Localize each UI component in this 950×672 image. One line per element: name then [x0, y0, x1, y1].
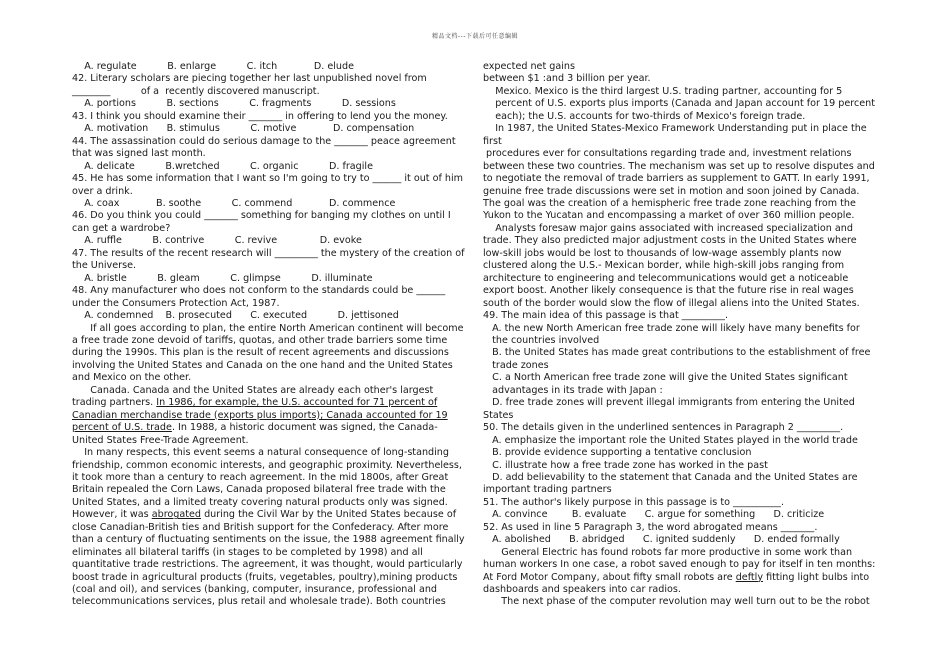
q50-option-a: A. emphasize the important role the United States played in the world trade — [483, 434, 858, 446]
passage-line: involving the United States and Canada on the one hand and the United States — [72, 359, 453, 371]
passage-line: each); the U.S. accounts for two-thirds of Mexico's foreign trade. — [483, 110, 806, 122]
q45-options: A. coax B. soothe C. commend D. commence — [72, 197, 396, 209]
q42-stem-line-2: ________ of a recently discovered manuscript. — [72, 85, 320, 97]
passage-line: Analysts foresaw major gains associated with increased specialization and — [483, 222, 853, 234]
underlined-word-abrogated: abrogated — [151, 509, 202, 521]
passage-line-with-underline — [72, 509, 467, 521]
q42-stem-line-1: 42. Literary scholars are piecing together her last unpublished novel from — [72, 73, 427, 85]
underlined-word-deftly: deftly — [735, 571, 764, 583]
q47-stem-line-1: 47. The results of the recent research will _________ the mystery of the creation of — [72, 247, 465, 259]
passage-line: The goal was the creation of a hemispheric free trade zone reaching from the — [483, 197, 856, 209]
q48-stem-line-2: under the Consumers Protection Act, 1987. — [72, 297, 280, 309]
passage-line: In many respects, this event seems a natural consequence of long-standing — [72, 447, 449, 459]
q49-option-a: A. the new North American free trade zone will likely have many benefits for — [483, 322, 860, 334]
passage-line: human workers In one case, a robot saved enough to pay for itself in ten months: — [483, 559, 876, 571]
q49-option-c-cont: advantages in its trade with Japan : — [483, 384, 663, 396]
passage-line: during the 1990s. This plan is the result of recent agreements and discussions — [72, 347, 449, 359]
q52-stem: 52. As used in line 5 Paragraph 3, the word abrogated means _______. — [483, 521, 818, 533]
passage-line: low-skill jobs would be lost to thousands of low-wage assembly plants now — [483, 247, 842, 259]
q46-options: A. ruffle B. contrive C. revive D. evoke — [72, 235, 362, 247]
underlined-sentence: percent of U.S. trade — [72, 422, 172, 434]
q41-options: A. regulate B. enlarge C. itch D. elude — [72, 61, 354, 72]
q49-option-c: C. a North American free trade zone will give the United States significant — [483, 372, 848, 384]
passage-line: first — [483, 135, 502, 147]
q46-stem-line-2: can get a wardrobe? — [72, 222, 171, 234]
passage-line: export boost. Another likely consequence is that the future rise in real wages — [483, 285, 854, 297]
passage-line: (coal and oil), and services (banking, computer, insurance, professional and — [72, 584, 438, 596]
passage-line: telecommunications services, plus retail and wholesale trade). Both countries — [72, 596, 446, 608]
q50-option-d-cont: important trading partners — [483, 484, 612, 496]
passage-line: Canada. Canada and the United States are already each other's largest — [72, 384, 434, 396]
passage-line: procedures ever for consultations regarding trade and, investment relations — [483, 148, 852, 160]
q47-stem-line-2: the Universe. — [72, 260, 137, 272]
q50-option-d: D. add believability to the statement that Canada and the United States are — [483, 471, 858, 483]
passage-text: . In 1988, a historic document was signed, the Canada- — [171, 422, 438, 434]
passage-line: expected net gains — [483, 61, 575, 72]
passage-line: clustered along the U.S.- Mexican border, while high-skill jobs ranging from — [483, 260, 845, 272]
q49-option-b-cont: trade zones — [483, 359, 549, 371]
passage-line: The next phase of the computer revolution may well turn out to be the robot — [483, 596, 870, 608]
passage-line: dashboards and speakers into car radios. — [483, 584, 681, 596]
passage-line: percent of U.S. exports plus imports (Canada and Japan account for 19 percent — [483, 98, 875, 110]
q50-stem: 50. The details given in the underlined sentences in Paragraph 2 _________. — [483, 422, 844, 434]
passage-text: At Ford Motor Company, about fifty small robots are — [483, 571, 736, 583]
q49-option-d-cont: States — [483, 409, 514, 421]
underlined-sentence: Canadian merchandise trade (exports plus imports); Canada accounted for 19 — [72, 409, 448, 421]
q42-options: A. portions B. sections C. fragments D. sessions — [72, 98, 396, 110]
passage-line: genuine free trade discussions were set in motion and soon joined by Canada. — [483, 185, 860, 197]
passage-line-with-underline — [72, 397, 467, 409]
passage-line: Mexico. Mexico is the third largest U.S. trading partner, accounting for 5 — [483, 85, 843, 97]
passage-line: quantitative trade restrictions. The agreement, it was thought, would particularly — [72, 559, 463, 571]
passage-line: United States, and a limited treaty covering natural products only was signed. — [72, 496, 448, 508]
q49-option-a-cont: the countries involved — [483, 334, 600, 346]
passage-line: friendship, common economic interests, and geographic proximity. Nevertheless, — [72, 459, 462, 471]
q50-option-c: C. illustrate how a free trade zone has worked in the past — [483, 459, 768, 471]
left-column — [72, 61, 467, 609]
q43-options: A. motivation B. stimulus C. motive D. compensation — [72, 123, 415, 135]
passage-text: However, it was — [72, 509, 152, 521]
passage-text: during the Civil War by the United States because of — [201, 509, 457, 521]
passage-line: United States Free-Trade Agreement. — [72, 434, 249, 446]
q48-options: A. condemned B. prosecuted C. executed D. jettisoned — [72, 310, 399, 322]
passage-line: boost trade in agricultural products (fruits, vegetables, poultry),mining products — [72, 571, 458, 583]
passage-line: between these two countries. The mechanism was set up to resolve disputes and — [483, 160, 875, 172]
q52-options: A. abolished B. abridged C. ignited suddenly D. ended formally — [483, 534, 840, 546]
q45-stem-line-2: over a drink. — [72, 185, 133, 197]
passage-line: eliminates all bilateral tariffs (in stages to be completed by 1998) and all — [72, 546, 423, 558]
q49-option-d: D. free trade zones will prevent illegal immigrants from entering the United — [483, 397, 855, 409]
q49-stem: 49. The main idea of this passage is that _________. — [483, 310, 729, 322]
q44-stem-line-2: that was signed last month. — [72, 148, 206, 160]
passage-line: between $1 :and 3 billion per year. — [483, 73, 651, 85]
q43-stem: 43. I think you should examine their _______ in offering to lend you the money. — [72, 110, 448, 122]
passage-line: south of the border would slow the flow of illegal aliens into the United States. — [483, 297, 860, 309]
page-header: 精品文档---下载后可任意编辑 — [432, 33, 518, 40]
passage-line-with-underline — [72, 422, 467, 434]
q44-stem-line-1: 44. The assassination could do serious damage to the _______ peace agreement — [72, 135, 456, 147]
passage-line: than a century of fluctuating sentiments on the issue, the 1988 agreement finally — [72, 534, 465, 546]
passage-line: In 1987, the United States-Mexico Framework Understanding put in place the — [483, 123, 867, 135]
passage-text: fitting light bulbs into — [763, 571, 870, 583]
passage-line: it took more than a century to reach agreement. In the mid 1800s, after Great — [72, 471, 449, 483]
q49-option-b: B. the United States has made great contributions to the establishment of free — [483, 347, 871, 359]
right-column — [483, 61, 878, 609]
passage-line: Yukon to the Yucatan and encompassing a market of over 360 million people. — [483, 210, 855, 222]
q50-option-b: B. provide evidence supporting a tentative conclusion — [483, 447, 752, 459]
passage-line: a free trade zone devoid of tariffs, quotas, and other trade barriers some time — [72, 334, 448, 346]
q51-options: A. convince B. evaluate C. argue for something D. criticize — [483, 509, 825, 521]
passage-line: trade. They also predicted major adjustment costs in the United States where — [483, 235, 857, 247]
passage-line: If all goes according to plan, the entire North American continent will become — [72, 322, 464, 334]
q51-stem: 51. The author's likely purpose in this passage is to __________. — [483, 496, 785, 508]
passage-text: trading partners. — [72, 397, 157, 409]
q47-options: A. bristle B. gleam C. glimpse D. illuminate — [72, 272, 373, 284]
q48-stem-line-1: 48. Any manufacturer who does not conform to the standards could be ______ — [72, 285, 446, 297]
passage-line: close Canadian-British ties and British support for the Confederacy. After more — [72, 521, 449, 533]
passage-line: architecture to engineering and telecommunications would get a noticeable — [483, 272, 849, 284]
passage-line: Britain repealed the Corn Laws, Canada proposed bilateral free trade with the — [72, 484, 446, 496]
underlined-sentence: In 1986, for example, the U.S. accounted for 71 percent of — [156, 397, 438, 409]
passage-line: to negotiate the removal of trade barriers as supplement to GATT. In early 1991, — [483, 173, 870, 185]
passage-line: General Electric has found robots far more productive in some work than — [483, 546, 853, 558]
passage-line-with-underline — [483, 572, 878, 584]
q44-options: A. delicate B.wretched C. organic D. fragile — [72, 160, 373, 172]
q46-stem-line-1: 46. Do you think you could _______ something for banging my clothes on until I — [72, 210, 451, 222]
q45-stem-line-1: 45. He has some information that I want so I'm going to try to ______ it out of him — [72, 173, 463, 185]
passage-line: and Mexico on the other. — [72, 372, 192, 384]
